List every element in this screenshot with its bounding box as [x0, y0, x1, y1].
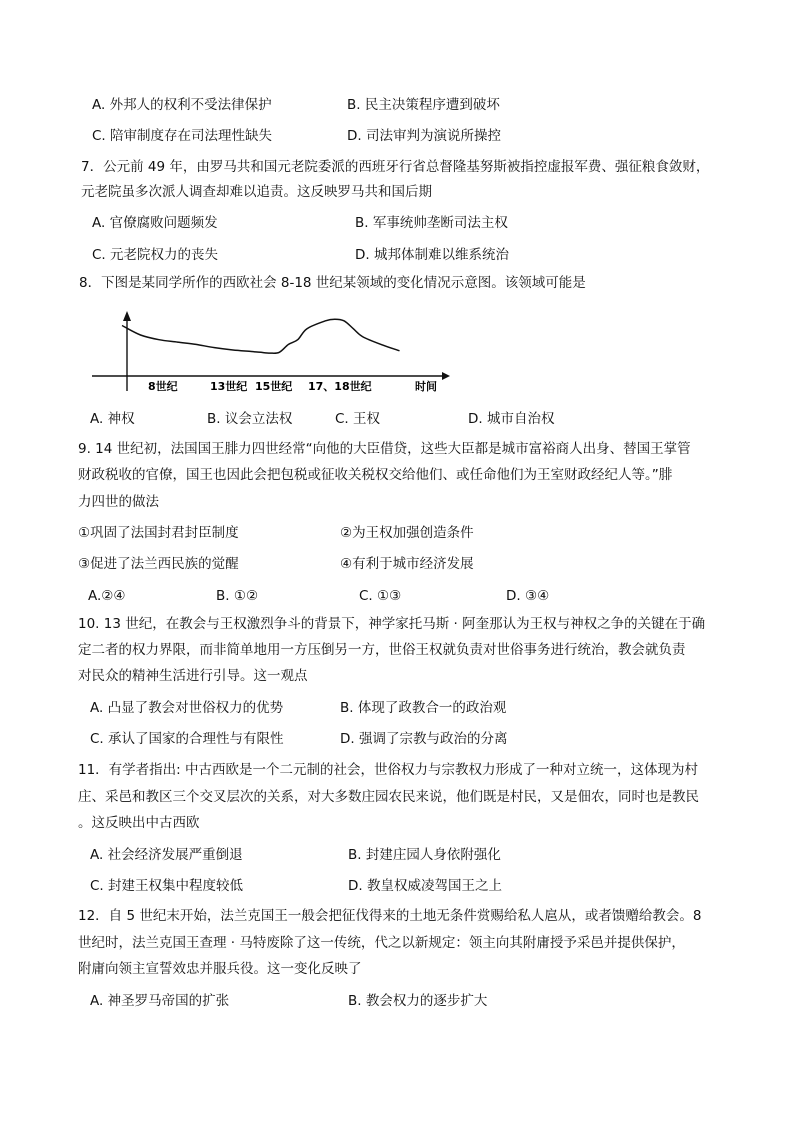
- q10-stem-line-3: 对民众的精神生活进行引导。这一观点: [78, 668, 308, 684]
- series-line: [122, 319, 400, 353]
- q11-option-b[interactable]: B. 封建庄园人身依附强化: [348, 847, 501, 863]
- q9-item-1: ①巩固了法国封君封臣制度: [78, 525, 239, 541]
- q11-option-c[interactable]: C. 封建王权集中程度较低: [90, 878, 244, 894]
- q10-option-b[interactable]: B. 体现了政教合一的政治观: [340, 700, 507, 716]
- q8-option-d[interactable]: D. 城市自治权: [468, 411, 555, 427]
- q8-line-chart: [80, 305, 460, 400]
- q6-option-b[interactable]: B. 民主决策程序遭到破坏: [347, 97, 500, 113]
- q9-item-3: ③促进了法兰西民族的觉醒: [78, 556, 239, 572]
- q7-stem-line-1: 7．公元前 49 年，由罗马共和国元老院委派的西班牙行省总督隆基努斯被指控虚报军费、强征粮食敛财，: [81, 159, 710, 175]
- q9-option-a[interactable]: A.②④: [88, 588, 126, 604]
- q7-option-b[interactable]: B. 军事统帅垄断司法主权: [355, 215, 508, 231]
- q10-stem-line-2: 定二者的权力界限，而非简单地用一方压倒另一方，世俗王权就负责对世俗事务进行统治，教会就负责: [78, 642, 686, 658]
- q12-option-a[interactable]: A. 神圣罗马帝国的扩张: [90, 993, 230, 1009]
- y-axis-arrow-icon: [123, 311, 131, 321]
- q9-stem-line-3: 力四世的做法: [78, 494, 159, 510]
- q9-option-b[interactable]: B. ①②: [216, 588, 259, 604]
- q8-option-a[interactable]: A. 神权: [90, 411, 135, 427]
- x-tick-label-17-18: 17、18世纪: [308, 380, 372, 393]
- q9-stem-line-2: 财政税收的官僚，国王也因此会把包税或征收关税权交给他们、或任命他们为王室财政经纪人等。”腓: [78, 467, 673, 483]
- q11-stem-line-3: 。这反映出中古西欧: [78, 815, 200, 831]
- q8-stem-line-1: 8．下图是某同学所作的西欧社会 8-18 世纪某领域的变化情况示意图。该领域可能是: [79, 275, 586, 291]
- x-axis-arrow-icon: [442, 372, 450, 380]
- q9-option-d[interactable]: D. ③④: [506, 588, 550, 604]
- q10-option-a[interactable]: A. 凸显了教会对世俗权力的优势: [90, 700, 284, 716]
- x-axis-label: 时间: [415, 380, 437, 393]
- q8-option-c[interactable]: C. 王权: [335, 411, 381, 427]
- q12-stem-line-2: 世纪时，法兰克国王查理 · 马特废除了这一传统，代之以新规定：领主向其附庸授予采邑并提供保护，: [78, 935, 685, 951]
- x-tick-label-15: 15世纪: [255, 380, 293, 393]
- q10-option-c[interactable]: C. 承认了国家的合理性与有限性: [90, 731, 284, 747]
- q10-stem-line-1: 10. 13 世纪，在教会与王权激烈争斗的背景下，神学家托马斯 · 阿奎那认为王权与神权之争的关键在于确: [78, 616, 706, 632]
- q11-option-a[interactable]: A. 社会经济发展严重倒退: [90, 847, 243, 863]
- q9-item-2: ②为王权加强创造条件: [340, 525, 474, 541]
- q8-option-b[interactable]: B. 议会立法权: [207, 411, 293, 427]
- q6-option-c[interactable]: C. 陪审制度存在司法理性缺失: [92, 128, 273, 144]
- q12-option-b[interactable]: B. 教会权力的逐步扩大: [348, 993, 488, 1009]
- q9-option-c[interactable]: C. ①③: [359, 588, 402, 604]
- q11-stem-line-1: 11．有学者指出: 中古西欧是一个二元制的社会，世俗权力与宗教权力形成了一种对立统一，这体现为村: [78, 762, 699, 778]
- x-tick-label-13: 13世纪: [210, 380, 248, 393]
- q7-option-d[interactable]: D. 城邦体制难以维系统治: [355, 247, 509, 263]
- q12-stem-line-3: 附庸向领主宣誓效忠并服兵役。这一变化反映了: [78, 961, 362, 977]
- q10-option-d[interactable]: D. 强调了宗教与政治的分离: [340, 731, 508, 747]
- q11-option-d[interactable]: D. 教皇权威凌驾国王之上: [348, 878, 502, 894]
- q6-option-d[interactable]: D. 司法审判为演说所操控: [347, 128, 501, 144]
- q7-stem-line-2: 元老院虽多次派人调查却难以追责。这反映罗马共和国后期: [81, 184, 432, 200]
- q6-option-a[interactable]: A. 外邦人的权利不受法律保护: [92, 97, 272, 113]
- q7-option-c[interactable]: C. 元老院权力的丧失: [92, 247, 219, 263]
- q11-stem-line-2: 庄、采邑和教区三个交叉层次的关系，对大多数庄园农民来说，他们既是村民，又是佃农，同时也是教民: [78, 789, 699, 805]
- q12-stem-line-1: 12．自 5 世纪末开始，法兰克国王一般会把征伐得来的土地无条件赏赐给私人扈从，或者馈赠给教会。8: [78, 908, 702, 924]
- x-tick-label-8: 8世纪: [148, 380, 178, 393]
- q9-item-4: ④有利于城市经济发展: [340, 556, 474, 572]
- q7-option-a[interactable]: A. 官僚腐败问题频发: [92, 215, 218, 231]
- q9-stem-line-1: 9. 14 世纪初，法国国王腓力四世经常“向他的大臣借贷，这些大臣都是城市富裕商人出身、替国王掌管: [78, 441, 691, 457]
